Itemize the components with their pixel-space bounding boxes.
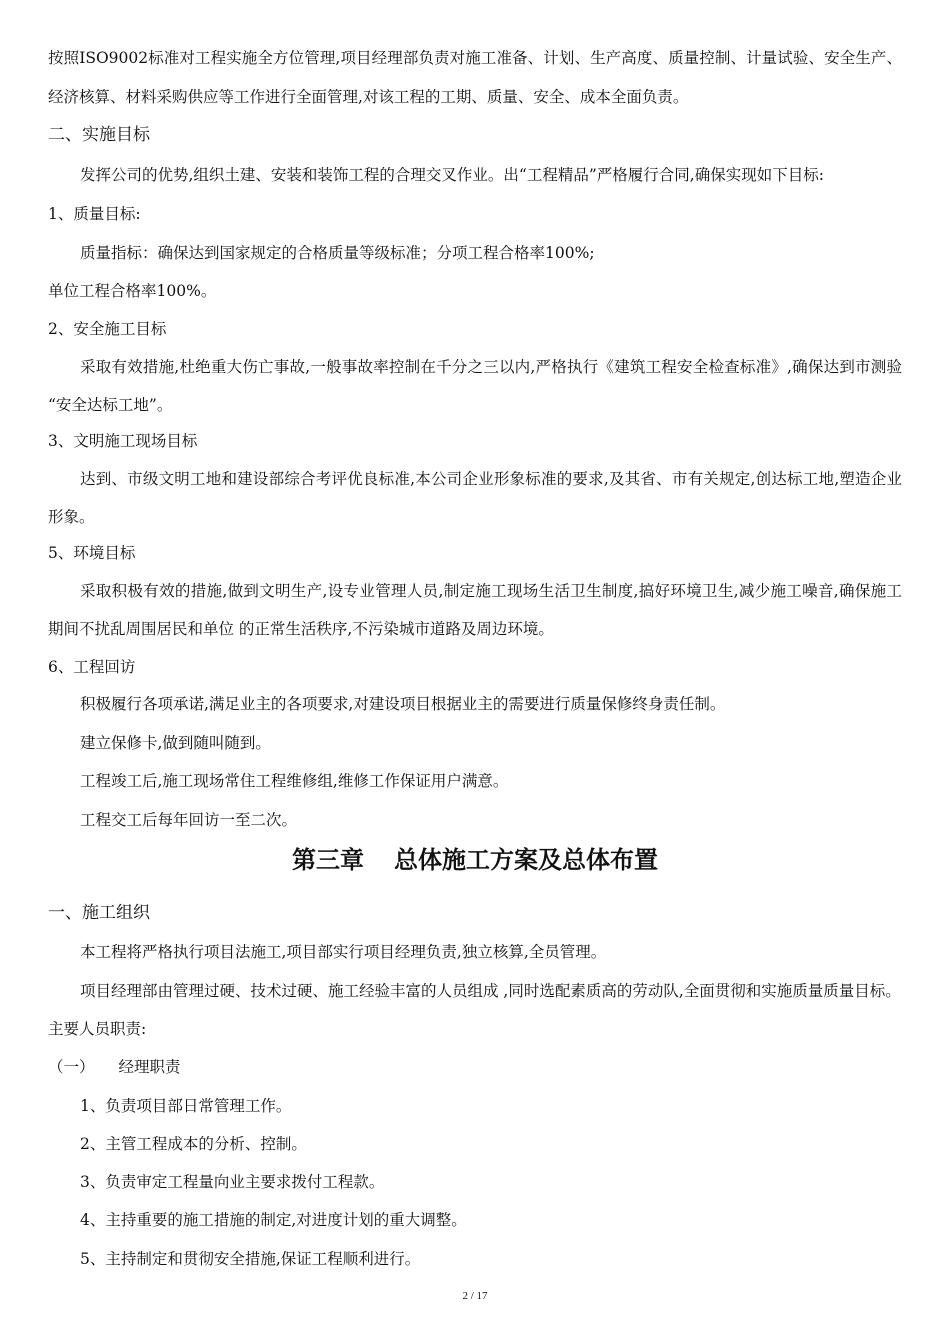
- paragraph-line: 质量指标：确保达到国家规定的合格质量等级标准；分项工程合格率100%;: [80, 244, 595, 262]
- list-item: 3、负责审定工程量向业主要求拨付工程款。: [80, 1173, 385, 1191]
- chapter-number: 第三章: [292, 846, 364, 874]
- paragraph-line: 经济核算、材料采购供应等工作进行全面管理,对该工程的工期、质量、安全、成本全面负责。: [48, 88, 689, 106]
- subsection-heading: [48, 1057, 181, 1077]
- paragraph-line: 采取积极有效的措施,做到文明生产,设专业管理人员,制定施工现场生活卫生制度,搞好环境卫生,减少施工噪音,确保施工: [80, 582, 902, 600]
- paragraph-line: 达到、市级文明工地和建设部综合考评优良标准,本公司企业形象标准的要求,及其省、市有关规定,创达标工地,塑造企业: [80, 470, 902, 488]
- paragraph-line: 主要人员职责:: [48, 1020, 147, 1038]
- paragraph-line: 建立保修卡,做到随叫随到。: [80, 734, 271, 752]
- paragraph-line: 期间不扰乱周围居民和单位 的正常生活秩序,不污染城市道路及周边环境。: [48, 620, 554, 638]
- list-item: 2、主管工程成本的分析、控制。: [80, 1135, 307, 1153]
- paragraph-line: 采取有效措施,杜绝重大伤亡事故,一般事故率控制在千分之三以内,严格执行《建筑工程安全检查标准》,确保达到市测验: [80, 358, 902, 376]
- paragraph-line: 单位工程合格率100%。: [48, 282, 217, 300]
- goal-heading: 2、安全施工目标: [48, 320, 167, 338]
- chapter-heading: [0, 845, 950, 875]
- list-item: 5、主持制定和贯彻安全措施,保证工程顺利进行。: [80, 1250, 421, 1268]
- paragraph-line: 工程交工后每年回访一至二次。: [80, 811, 298, 829]
- paragraph-line: 积极履行各项承诺,满足业主的各项要求,对建设项目根据业主的需要进行质量保修终身责任制。: [80, 695, 726, 713]
- paragraph-line: 按照ISO9002标准对工程实施全方位管理,项目经理部负责对施工准备、计划、生产高度、质量控制、计量试验、安全生产、: [48, 49, 902, 67]
- chapter-title: 总体施工方案及总体布置: [394, 846, 658, 874]
- list-item: 4、主持重要的施工措施的制定,对进度计划的重大调整。: [80, 1211, 467, 1229]
- paragraph-line: “安全达标工地”。: [48, 396, 173, 414]
- paragraph-line: 发挥公司的优势,组织土建、安装和装饰工程的合理交叉作业。出“工程精品”严格履行合同,确保实现如下目标:: [80, 166, 824, 184]
- goal-heading: 3、文明施工现场目标: [48, 432, 198, 450]
- section-heading: 一、施工组织: [48, 903, 150, 923]
- paragraph-line: 本工程将严格执行项目法施工,项目部实行项目经理负责,独立核算,全员管理。: [80, 943, 607, 961]
- goal-heading: 5、环境目标: [48, 544, 136, 562]
- paragraph-line: 工程竣工后,施工现场常住工程维修组,维修工作保证用户满意。: [80, 772, 509, 790]
- paragraph-line: 形象。: [48, 508, 95, 526]
- goal-heading: 1、质量目标:: [48, 205, 141, 223]
- subsection-title: 经理职责: [118, 1058, 181, 1076]
- paragraph-line: 项目经理部由管理过硬、技术过硬、施工经验丰富的人员组成 ,同时选配素质高的劳动队,全面贯彻和实施质量质量目标。: [80, 982, 901, 1000]
- section-heading: 二、实施目标: [48, 125, 150, 145]
- subsection-number: （一）: [48, 1058, 95, 1076]
- list-item: 1、负责项目部日常管理工作。: [80, 1097, 292, 1115]
- goal-heading: 6、工程回访: [48, 658, 136, 676]
- page-number: 2 / 17: [462, 1290, 488, 1302]
